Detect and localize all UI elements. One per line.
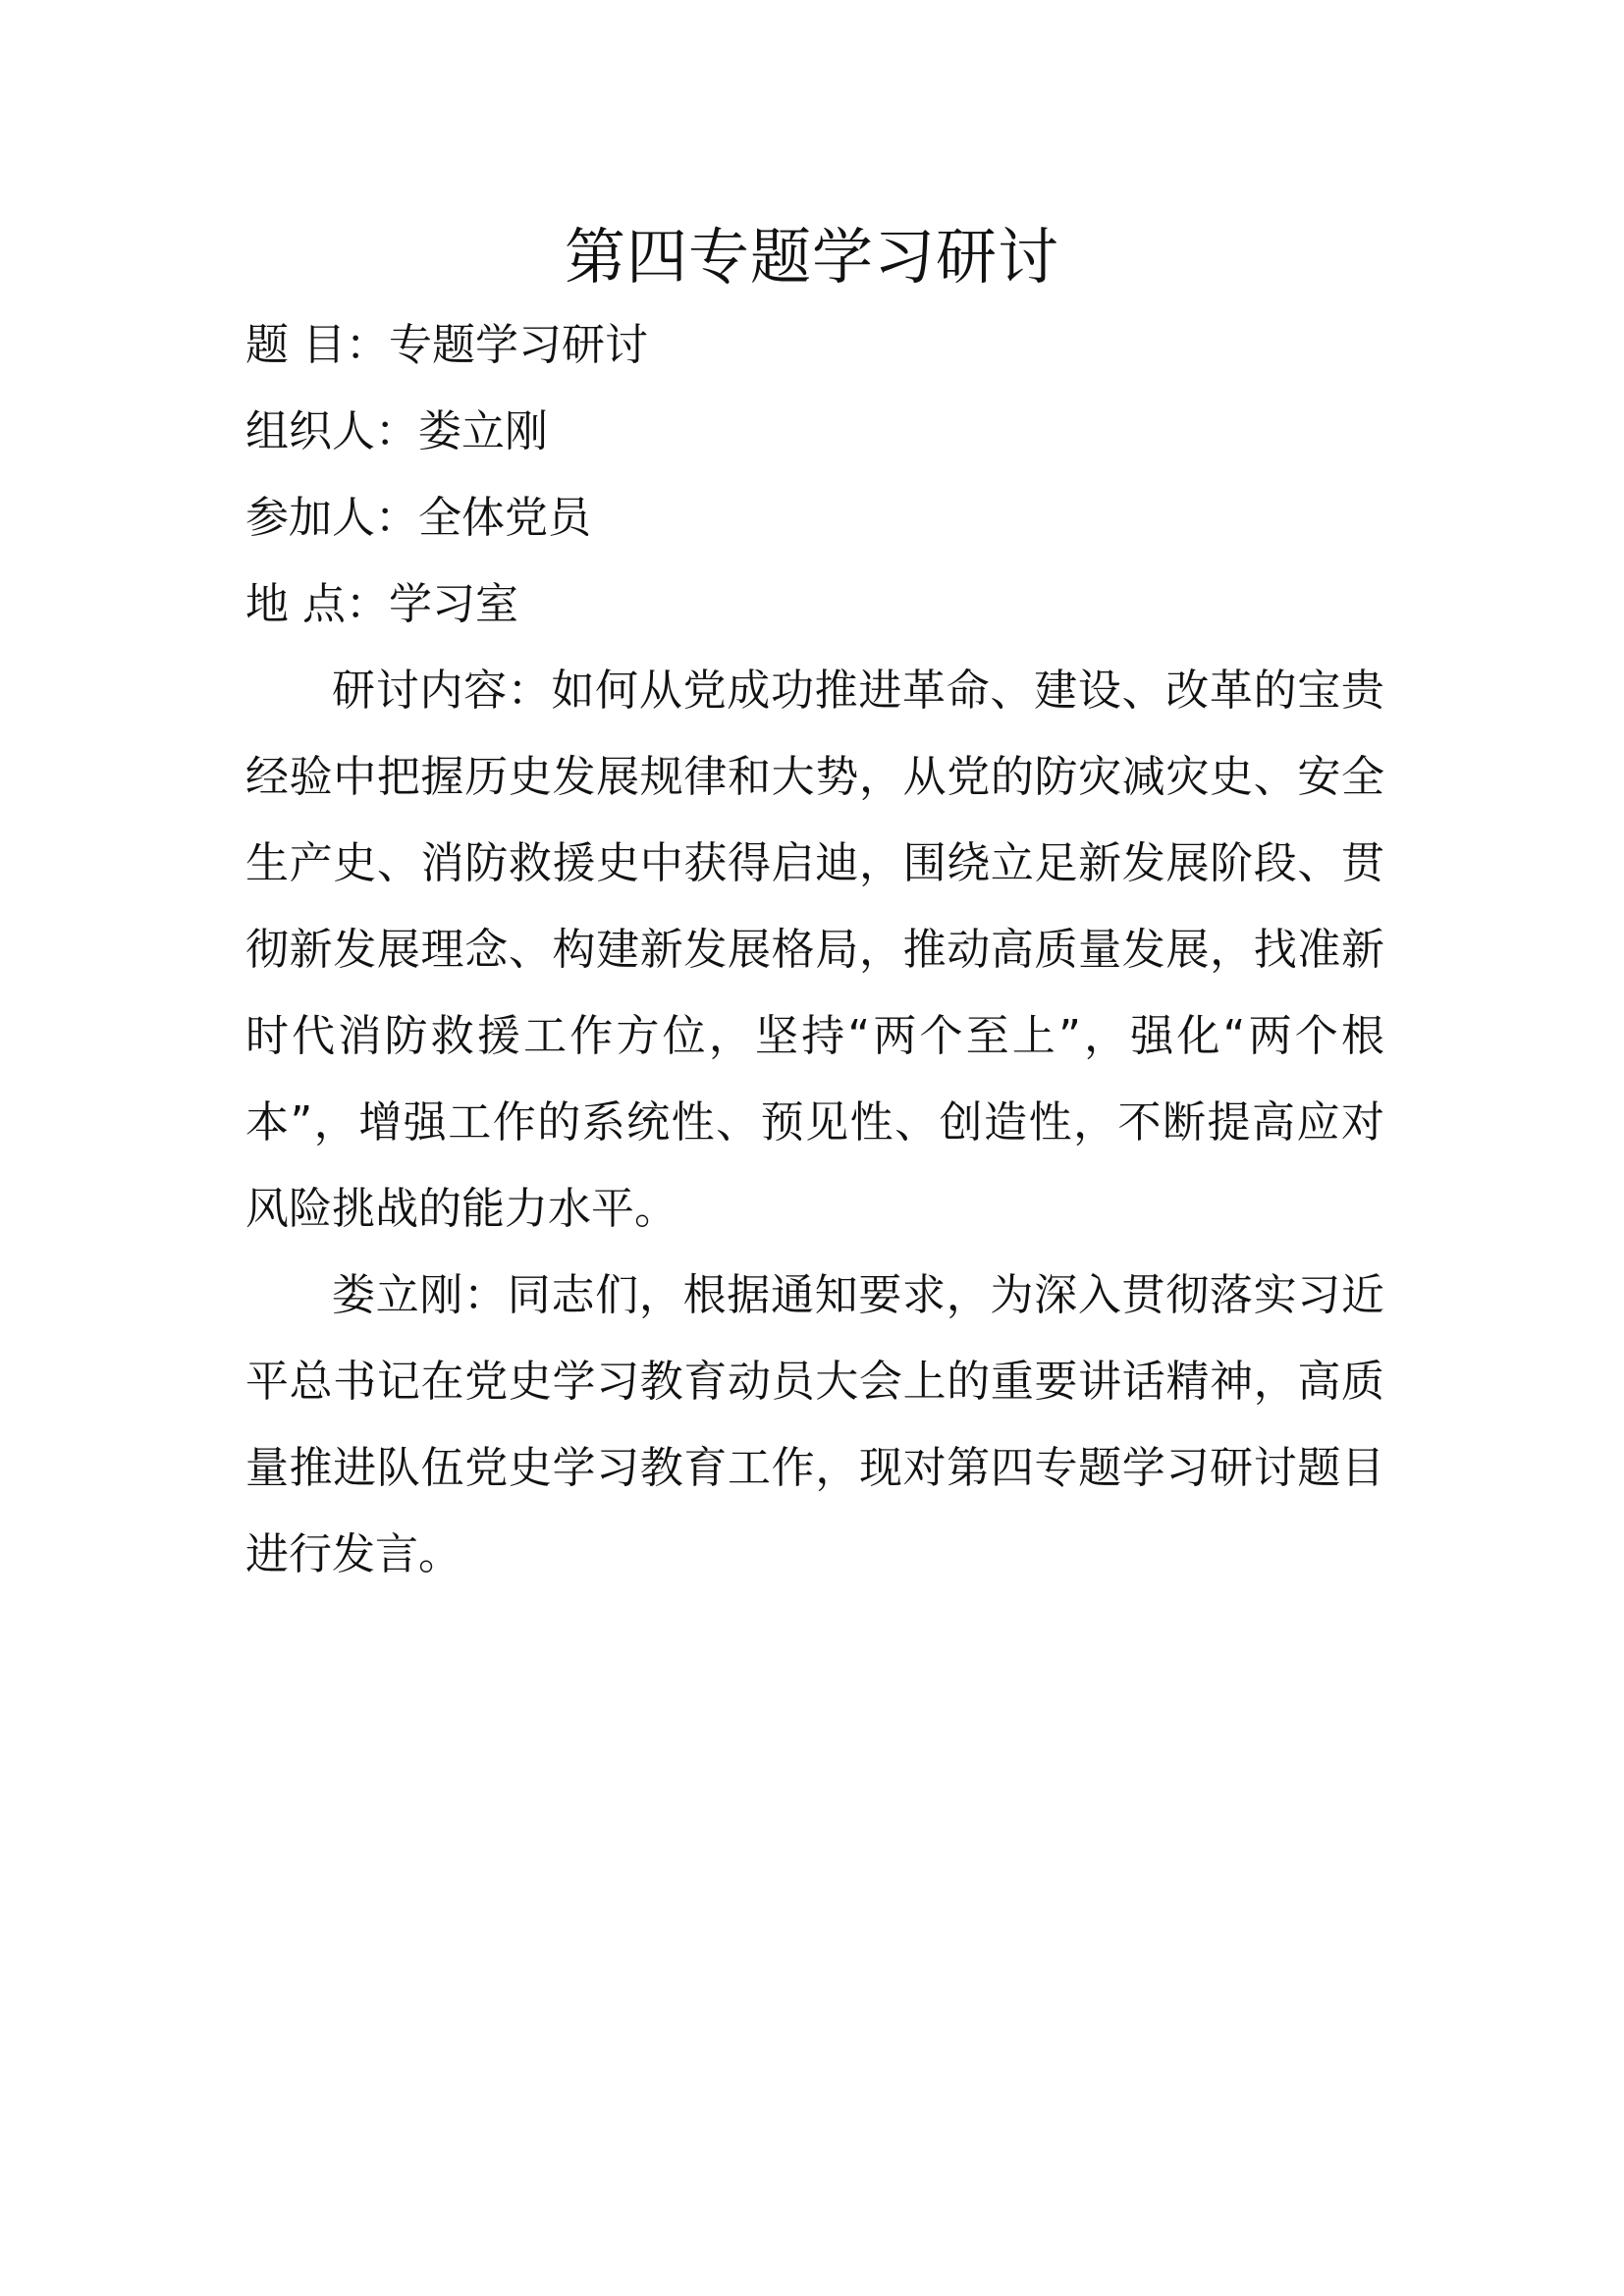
meta-separator: ： (346, 579, 389, 629)
meta-row-location (245, 561, 648, 648)
document-body (245, 648, 1384, 1598)
meta-row-topic (245, 302, 648, 389)
meta-label: 组织人 (245, 406, 375, 456)
meta-separator: ： (346, 320, 389, 370)
meta-separator: ： (375, 406, 418, 456)
meta-value: 全体党员 (418, 493, 591, 543)
meta-value: 娄立刚 (418, 406, 548, 456)
meta-label: 题 目 (245, 320, 346, 370)
paragraph-speech: 娄立刚：同志们，根据通知要求，为深入贯彻落实习近平总书记在党史学习教育动员大会上的重要讲话精神，高质量推进队伍党史学习教育工作，现对第四专题学习研讨题目进行发言。 (245, 1270, 1384, 1579)
document-title: 第四专题学习研讨 (564, 221, 1059, 293)
paragraph-discussion-content: 研讨内容：如何从党成功推进革命、建设、改革的宝贵经验中把握历史发展规律和大势，从党的防灾减灾史、安全生产史、消防救援史中获得启迪，围绕立足新发展阶段、贯彻新发展理念、构建新发展格局，推动高质量发展，找准新时代消防救援工作方位，坚持“两个至上”，强化“两个根本”，增强工作的系统性、预见性、创造性，不断提高应对风险挑战的能力水平。 (245, 666, 1384, 1234)
meta-label: 地 点 (245, 579, 346, 629)
meta-value: 专题学习研讨 (389, 320, 648, 370)
meta-info-list (245, 302, 648, 648)
meta-value: 学习室 (389, 579, 518, 629)
meta-label: 参加人 (245, 493, 375, 543)
meta-row-organizer (245, 389, 648, 475)
meta-row-participants (245, 475, 648, 561)
meta-separator: ： (375, 493, 418, 543)
